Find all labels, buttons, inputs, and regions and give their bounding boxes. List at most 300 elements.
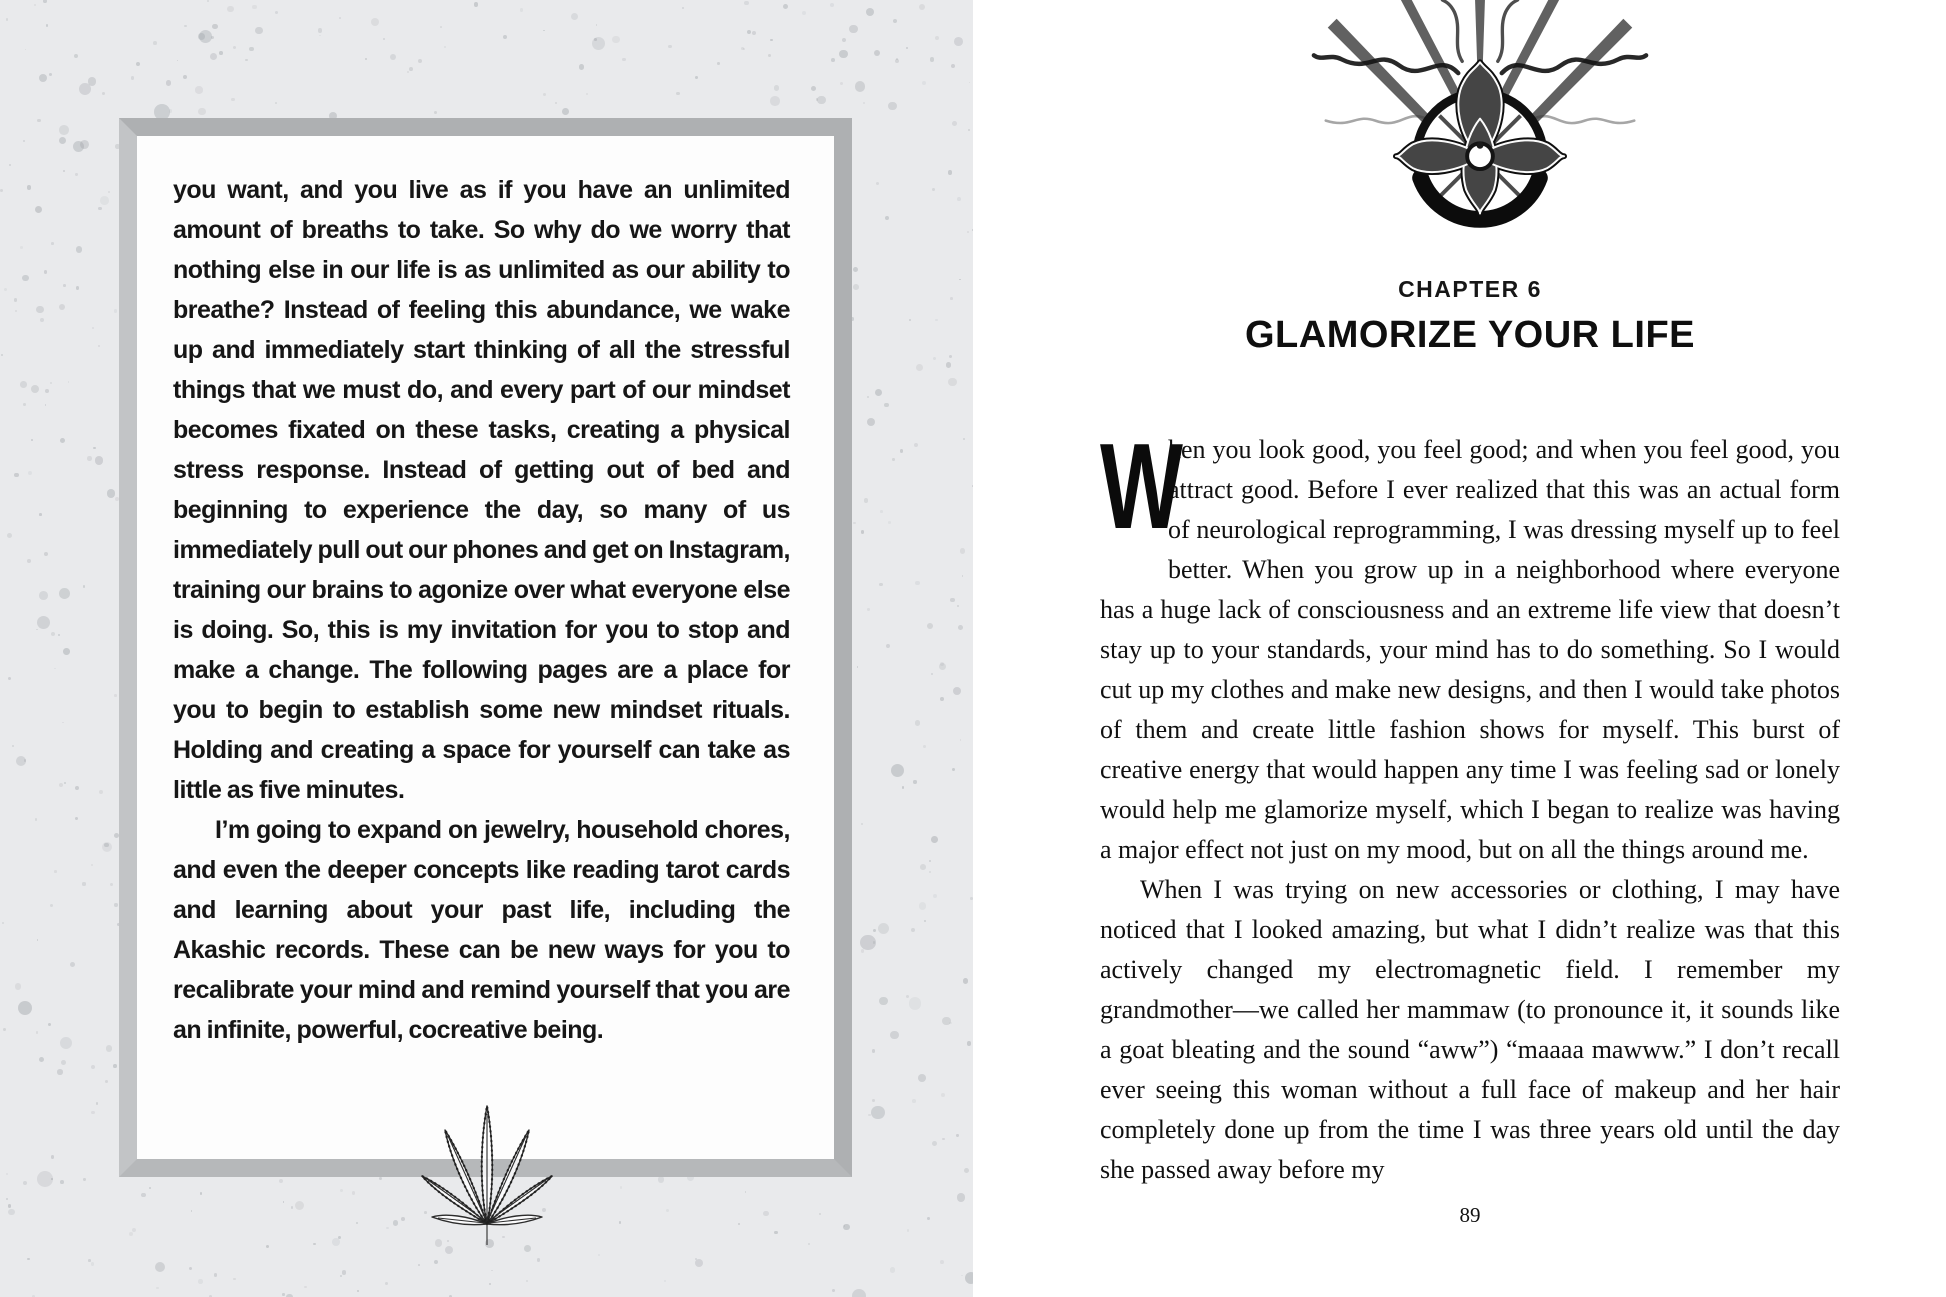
speckle-dot [407, 71, 409, 73]
speckle-dot [102, 92, 105, 95]
speckle-dot [275, 11, 278, 14]
speckle-dot [842, 38, 846, 42]
speckle-dot [198, 108, 206, 116]
speckle-dot [664, 1280, 666, 1282]
speckle-dot [952, 121, 957, 126]
speckle-dot [283, 1201, 285, 1203]
speckle-dot [961, 1275, 963, 1277]
speckle-dot [830, 3, 834, 7]
speckle-dot [76, 246, 82, 252]
speckle-dot [50, 382, 52, 384]
speckle-dot [34, 4, 36, 6]
speckle-dot [668, 45, 672, 49]
speckle-dot [70, 962, 75, 967]
speckle-dot [571, 13, 578, 20]
speckle-dot [9, 164, 12, 167]
speckle-dot [332, 1238, 340, 1246]
speckle-dot [107, 489, 115, 497]
speckle-dot [855, 81, 865, 91]
speckle-dot [929, 871, 931, 873]
speckle-dot [942, 1138, 944, 1140]
speckle-dot [774, 1231, 777, 1234]
speckle-dot [57, 1069, 62, 1074]
speckle-dot [39, 513, 42, 516]
speckle-dot [852, 1289, 866, 1297]
speckle-dot [153, 41, 157, 45]
speckle-dot [879, 583, 883, 587]
speckle-dot [919, 4, 925, 10]
speckle-dot [864, 498, 869, 503]
speckle-dot [365, 58, 368, 61]
speckle-dot [286, 1294, 293, 1297]
speckle-dot [1, 354, 3, 356]
speckle-dot [114, 694, 117, 697]
speckle-dot [39, 74, 47, 82]
speckle-dot [8, 1204, 12, 1208]
speckle-dot [114, 903, 117, 906]
speckle-dot [23, 1181, 27, 1185]
speckle-dot [752, 31, 756, 35]
speckle-dot [0, 189, 3, 192]
speckle-dot [6, 1173, 8, 1175]
speckle-dot [745, 1191, 747, 1193]
speckle-dot [15, 310, 17, 312]
speckle-dot [51, 242, 54, 245]
speckle-dot [598, 1254, 600, 1256]
speckle-dot [717, 62, 720, 65]
speckle-dot [434, 111, 438, 115]
speckle-dot [744, 1, 748, 5]
speckle-dot [36, 306, 43, 313]
speckle-dot [3, 1028, 6, 1031]
speckle-dot [763, 1211, 769, 1217]
speckle-dot [15, 983, 22, 990]
speckle-dot [866, 8, 874, 16]
speckle-dot [695, 1258, 697, 1260]
speckle-dot [849, 25, 857, 33]
speckle-dot [932, 1141, 938, 1147]
speckle-dot [73, 141, 84, 152]
speckle-dot [233, 1278, 235, 1280]
speckle-dot [231, 98, 234, 101]
speckle-dot [902, 786, 904, 788]
speckle-dot [861, 530, 864, 533]
speckle-dot [893, 19, 897, 23]
speckle-dot [967, 231, 969, 233]
speckle-dot [888, 521, 891, 524]
speckle-dot [129, 1232, 133, 1236]
chapter-ornament-icon [1310, 0, 1650, 262]
speckle-dot [68, 381, 70, 383]
speckle-dot [914, 443, 918, 447]
speckle-dot [8, 1209, 15, 1216]
speckle-dot [6, 18, 8, 20]
speckle-dot [106, 1045, 112, 1051]
speckle-dot [91, 1262, 94, 1265]
speckle-dot [131, 76, 135, 80]
speckle-dot [839, 50, 848, 59]
speckle-dot [108, 191, 110, 193]
speckle-dot [83, 585, 85, 587]
speckle-dot [110, 883, 113, 886]
speckle-dot [79, 83, 91, 95]
chapter-title: GLAMORIZE YOUR LIFE [1244, 314, 1696, 356]
speckle-dot [37, 1171, 53, 1187]
speckle-dot [888, 102, 896, 110]
speckle-dot [935, 319, 938, 322]
speckle-dot [352, 1191, 356, 1195]
speckle-dot [774, 85, 779, 90]
speckle-dot [51, 1178, 53, 1180]
speckle-dot [953, 687, 961, 695]
speckle-dot [39, 1057, 44, 1062]
speckle-dot [28, 471, 32, 475]
speckle-dot [114, 309, 118, 313]
speckle-dot [929, 860, 932, 863]
speckle-dot [950, 297, 953, 300]
speckle-dot [75, 173, 77, 175]
speckle-dot [853, 284, 859, 290]
speckle-dot [60, 1037, 72, 1049]
speckle-dot [875, 389, 882, 396]
speckle-dot [951, 64, 955, 68]
speckle-dot [60, 1180, 64, 1184]
speckle-dot [939, 663, 946, 670]
speckle-dot [923, 745, 927, 749]
chapter-label: CHAPTER 6 [1398, 276, 1542, 302]
speckle-dot [88, 1259, 91, 1262]
speckle-dot [27, 559, 31, 563]
speckle-dot [282, 1293, 284, 1295]
speckle-dot [874, 50, 880, 56]
speckle-dot [279, 1179, 283, 1183]
speckle-dot [91, 864, 93, 866]
speckle-dot [8, 677, 11, 680]
speckle-dot [2, 922, 4, 924]
speckle-dot [918, 1074, 926, 1082]
speckle-dot [87, 456, 92, 461]
speckle-dot [922, 81, 926, 85]
speckle-dot [562, 108, 569, 115]
speckle-dot [915, 581, 919, 585]
speckle-dot [741, 47, 744, 50]
speckle-dot [48, 1023, 51, 1026]
speckle-dot [132, 1228, 136, 1232]
speckle-dot [113, 1064, 117, 1068]
speckle-dot [948, 170, 952, 174]
speckle-dot [14, 298, 17, 301]
speckle-dot [873, 929, 876, 932]
speckle-dot [811, 86, 816, 91]
speckle-dot [31, 385, 40, 394]
speckle-dot [12, 745, 14, 747]
speckle-dot [91, 1065, 95, 1069]
speckle-dot [924, 920, 926, 922]
speckle-dot [104, 843, 108, 847]
speckle-dot [579, 64, 585, 70]
speckle-dot [102, 842, 112, 852]
speckle-dot [658, 1176, 664, 1182]
speckle-dot [233, 46, 236, 49]
speckle-dot [930, 57, 935, 62]
right-page [973, 0, 1946, 1297]
speckle-dot [418, 59, 423, 64]
speckle-dot [63, 284, 66, 287]
speckle-dot [958, 625, 963, 630]
speckle-dot [58, 634, 60, 636]
speckle-dot [379, 1177, 382, 1180]
speckle-dot [40, 318, 44, 322]
speckle-dot [342, 1270, 346, 1274]
speckle-dot [184, 25, 186, 27]
speckle-dot [695, 76, 698, 79]
speckle-dot [156, 1287, 159, 1290]
speckle-dot [35, 206, 42, 213]
speckle-dot [27, 1258, 30, 1261]
speckle-dot [941, 1093, 945, 1097]
speckle-dot [434, 1260, 438, 1264]
speckle-dot [313, 1243, 315, 1245]
speckle-dot [879, 997, 887, 1005]
speckle-dot [520, 8, 523, 11]
speckle-dot [892, 458, 895, 461]
speckle-dot [27, 185, 31, 189]
speckle-dot [98, 207, 101, 210]
speckle-dot [676, 92, 679, 95]
speckle-dot [59, 783, 63, 787]
speckle-dot [949, 355, 952, 358]
speckle-dot [61, 1060, 66, 1065]
speckle-dot [59, 137, 66, 144]
speckle-dot [960, 739, 962, 741]
speckle-dot [594, 38, 597, 41]
speckle-dot [954, 37, 963, 46]
speckle-dot [906, 47, 908, 49]
speckle-dot [857, 666, 859, 668]
speckle-dot [537, 1258, 540, 1261]
speckle-dot [37, 616, 50, 629]
speckle-dot [911, 928, 915, 932]
speckle-dot [871, 1106, 884, 1119]
speckle-dot [861, 949, 864, 952]
speckle-dot [20, 246, 24, 250]
speckle-dot [62, 722, 64, 724]
speckle-dot [14, 473, 18, 477]
speckle-dot [60, 438, 65, 443]
speckle-dot [927, 1217, 930, 1220]
speckle-dot [418, 1264, 420, 1266]
speckle-dot [940, 662, 944, 666]
speckle-dot [843, 1224, 850, 1231]
speckle-dot [940, 697, 944, 701]
speckle-dot [338, 1236, 341, 1239]
speckle-dot [88, 77, 97, 86]
left-paragraph-1: you want, and you live as if you have an unlimited amount of breaths to take. So why do we worry that nothing else in our life is as unlimited as our ability to breathe? Instead of feeling this abundance, we wake up and immediately start thinking of all the stressful things that we must do, and every part of our mindset becomes fixated on these tasks, creating a physical stress response. Instead of getting out of bed and beginning to experience the day, so many of us immediately pull out our phones and get on Instagram, training our brains to agonize over what everyone else is doing. So, this is my invitation for you to stop and make a change. The following pages are a place for you to begin to establish some new mindset rituals. Holding and creating a space for yourself can take as little as five minutes. [173, 176, 790, 804]
speckle-dot [64, 782, 67, 785]
speckle-dot [75, 786, 79, 790]
speckle-dot [54, 870, 57, 873]
speckle-dot [99, 790, 103, 794]
speckle-dot [920, 864, 926, 870]
speckle-dot [136, 62, 140, 66]
speckle-dot [906, 995, 909, 998]
speckle-dot [23, 140, 25, 142]
speckle-dot [872, 1099, 875, 1102]
speckle-dot [357, 1290, 359, 1292]
speckle-dot [592, 37, 605, 50]
speckle-dot [59, 125, 69, 135]
speckle-dot [622, 58, 626, 62]
speckle-dot [207, 0, 209, 2]
speckle-dot [963, 438, 965, 440]
speckle-dot [884, 403, 888, 407]
speckle-dot [931, 836, 938, 843]
speckle-dot [808, 1243, 810, 1245]
speckle-dot [444, 46, 446, 48]
speckle-dot [891, 764, 904, 777]
speckle-dot [198, 33, 205, 40]
speckle-dot [105, 1080, 108, 1083]
speckle-dot [91, 1111, 95, 1115]
speckle-dot [666, 1209, 669, 1212]
speckle-dot [959, 279, 961, 281]
speckle-dot [80, 140, 89, 149]
speckle-dot [940, 1260, 944, 1264]
speckle-dot [861, 823, 863, 825]
speckle-dot [54, 668, 56, 670]
speckle-dot [489, 1283, 491, 1285]
speckle-dot [141, 1193, 145, 1197]
speckle-dot [24, 759, 27, 762]
speckle-dot [100, 196, 109, 205]
speckle-dot [385, 1282, 388, 1285]
speckle-dot [37, 939, 39, 941]
speckle-dot [7, 533, 12, 538]
speckle-dot [59, 588, 70, 599]
speckle-dot [770, 39, 772, 41]
speckle-dot [166, 80, 172, 86]
speckle-dot [963, 978, 969, 984]
speckle-dot [4, 288, 7, 291]
speckle-dot [98, 345, 100, 347]
speckle-dot [932, 188, 935, 191]
speckle-dot [965, 1272, 973, 1284]
speckle-dot [245, 59, 248, 62]
speckle-dot [909, 997, 922, 1010]
speckle-dot [962, 575, 964, 577]
speckle-dot [76, 286, 80, 290]
speckle-dot [371, 18, 379, 26]
speckle-dot [942, 1017, 950, 1025]
speckle-dot [952, 768, 955, 771]
framed-text-panel [119, 118, 852, 1177]
speckle-dot [949, 1022, 951, 1024]
speckle-dot [860, 935, 875, 950]
speckle-dot [319, 35, 321, 37]
speckle-dot [93, 447, 96, 450]
speckle-dot [474, 2, 478, 6]
speckle-dot [63, 170, 65, 172]
speckle-dot [880, 510, 883, 513]
speckle-dot [6, 1198, 8, 1200]
speckle-dot [195, 86, 202, 93]
speckle-dot [189, 1267, 192, 1270]
speckle-dot [907, 1229, 910, 1232]
speckle-dot [183, 75, 187, 79]
speckle-dot [51, 632, 55, 636]
speckle-dot [913, 780, 916, 783]
speckle-dot [383, 38, 385, 40]
speckle-dot [957, 197, 961, 201]
speckle-dot [817, 96, 826, 105]
speckle-dot [816, 98, 818, 100]
speckle-dot [933, 894, 937, 898]
speckle-dot [543, 93, 546, 96]
speckle-dot [266, 1245, 269, 1248]
speckle-dot [743, 48, 745, 50]
speckle-dot [738, 1223, 740, 1225]
speckle-dot [895, 59, 899, 63]
speckle-dot [83, 1178, 85, 1180]
speckle-dot [853, 267, 858, 272]
speckle-dot [393, 1220, 398, 1225]
speckle-dot [390, 54, 396, 60]
speckle-dot [82, 882, 85, 885]
speckle-dot [543, 30, 545, 32]
speckle-dot [927, 623, 933, 629]
speckle-dot [409, 67, 413, 71]
speckle-dot [255, 27, 262, 34]
speckle-dot [149, 1187, 151, 1189]
speckle-dot [873, 941, 875, 943]
speckle-dot [50, 904, 53, 907]
speckle-dot [386, 1227, 389, 1230]
speckle-dot [555, 102, 557, 104]
speckle-dot [43, 0, 47, 3]
speckle-dot [863, 102, 865, 104]
speckle-dot [304, 1286, 307, 1289]
speckle-dot [44, 552, 48, 556]
speckle-dot [155, 1262, 165, 1272]
speckle-dot [840, 82, 843, 85]
speckle-dot [878, 923, 890, 935]
right-page-body [1100, 418, 1840, 1190]
speckle-dot [900, 449, 903, 452]
speckle-dot [45, 389, 49, 393]
speckle-dot [49, 73, 52, 76]
speckle-dot [275, 102, 277, 104]
speckle-dot [51, 1155, 55, 1159]
speckle-dot [114, 833, 119, 838]
speckle-dot [967, 1041, 971, 1045]
speckle-dot [92, 327, 94, 329]
speckle-dot [252, 5, 256, 9]
speckle-dot [39, 591, 48, 600]
left-paragraph-2: I’m going to expand on jewelry, household chores, and even the deeper concepts like reading tarot cards and learning about your past life, including the Akashic records. These can be new ways for you to recalibrate your mind and remind yourself that you are an infinite, powerful, cocreative being. [173, 816, 790, 1044]
speckle-dot [890, 1031, 898, 1039]
speckle-dot [339, 17, 341, 19]
speckle-dot [948, 378, 956, 386]
speckle-dot [935, 36, 939, 40]
speckle-dot [768, 54, 771, 57]
speckle-dot [885, 216, 889, 220]
speckle-dot [950, 598, 954, 602]
speckle-dot [957, 605, 960, 608]
speckle-dot [200, 1192, 202, 1194]
speckle-dot [695, 1259, 703, 1267]
hemp-leaf-icon [402, 1092, 572, 1252]
speckle-dot [46, 24, 48, 26]
